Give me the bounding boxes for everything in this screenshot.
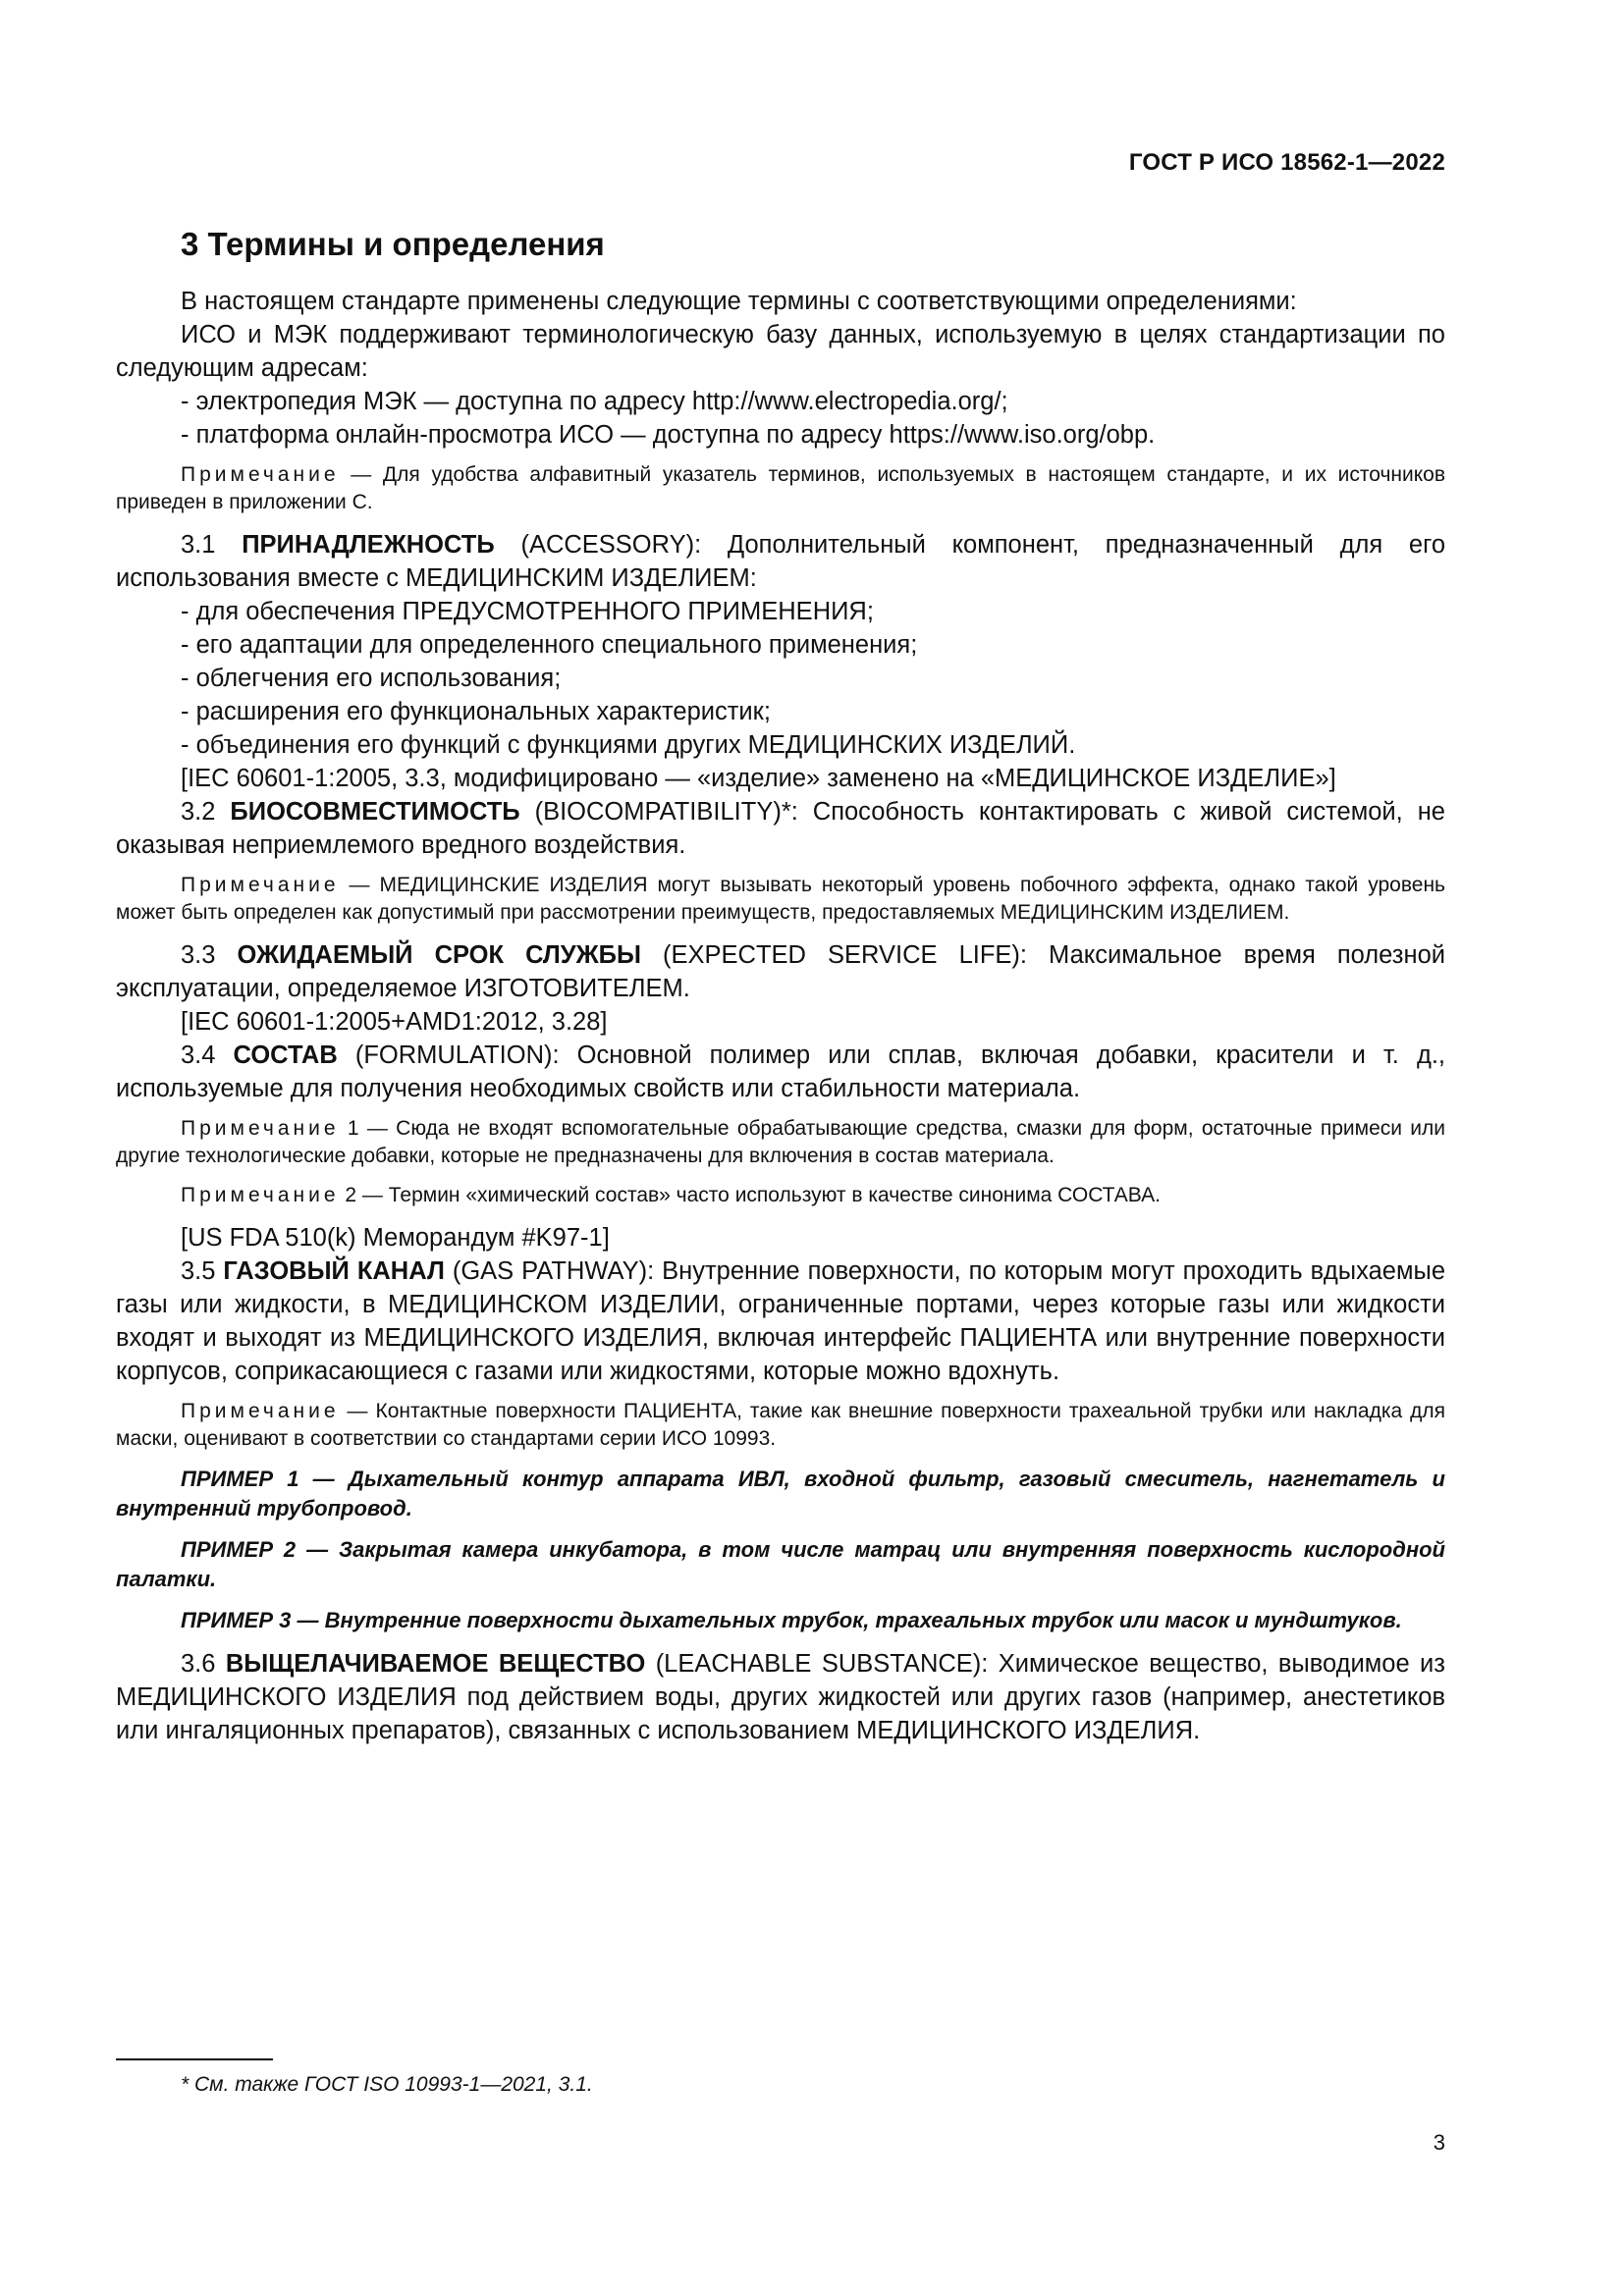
intro-line: В настоящем стандарте применены следующие термины с соответствующими определениями:: [181, 288, 1297, 315]
example-1: ПРИМЕР 1 — Дыхательный контур аппарата ИВЛ, входной фильтр, газовый смеситель, нагнетатель и внутренний трубопровод.: [116, 1467, 1445, 1521]
term-definition: (FORMULATION): Основной полимер или сплав, включая добавки, красители и т. д., используемые для получения необходимых свойств или стабильности материала.: [116, 1041, 1445, 1102]
note-text: 2 — Термин «химический состав» часто используют в качестве синонима СОСТАВА.: [339, 1184, 1161, 1206]
term-3-4: 3.4 СОСТАВ (FORMULATION): Основной полимер или сплав, включая добавки, красители и т. д., используемые для получения необходимых свойств или стабильности материала.: [116, 1041, 1445, 1102]
term-name: ВЫЩЕЛАЧИВАЕМОЕ ВЕЩЕСТВО: [225, 1650, 646, 1678]
note-label: Примечание: [181, 874, 340, 896]
term-name: СОСТАВ: [233, 1041, 338, 1069]
example-2: ПРИМЕР 2 — Закрытая камера инкубатора, в том числе матрац или внутренняя поверхность кислородной палатки.: [116, 1537, 1445, 1591]
term-3-5: 3.5 ГАЗОВЫЙ КАНАЛ (GAS PATHWAY): Внутренние поверхности, по которым могут проходить вдыхаемые газы или жидкости, в МЕДИЦИНСКОМ ИЗДЕЛИИ, ограниченные портами, через которые газы или жидкости входят и выходят из МЕДИЦИНСКОГО ИЗДЕЛИЯ, включая интерфейс ПАЦИЕНТА или внутренние поверхности корпусов, соприкасающиеся с газами или жидкостями, которые можно вдохнуть.: [116, 1257, 1446, 1385]
term-3-3-source: [IEC 60601-1:2005+AMD1:2012, 3.28]: [181, 1008, 608, 1036]
term-3-6: 3.6 ВЫЩЕЛАЧИВАЕМОЕ ВЕЩЕСТВО (LEACHABLE SUBSTANCE): Химическое вещество, выводимое из МЕДИЦИНСКОГО ИЗДЕЛИЯ под действием воды, других жидкостей или других газов (например, анестетиков или ингаляционных препаратов), связанных с использованием МЕДИЦИНСКОГО ИЗДЕЛИЯ.: [116, 1650, 1445, 1744]
document-code-header: ГОСТ Р ИСО 18562-1—2022: [1128, 149, 1445, 176]
note-label: Примечание: [181, 1184, 340, 1206]
page-number: 3: [1433, 2130, 1445, 2155]
list-item: - платформа онлайн-просмотра ИСО — доступна по адресу https://www.iso.org/obp.: [181, 421, 1156, 449]
note-text: — МЕДИЦИНСКИЕ ИЗДЕЛИЯ могут вызывать некоторый уровень побочного эффекта, однако такой уровень может быть определен как допустимый при рассмотрении преимуществ, предоставляемых МЕДИЦИНСКИМ ИЗДЕЛИЕМ.: [116, 874, 1445, 924]
term-3-4-note-2: [116, 1182, 1445, 1209]
list-item: - объединения его функций с функциями других МЕДИЦИНСКИХ ИЗДЕЛИЙ.: [181, 731, 1076, 759]
section-title: 3 Термины и определения: [181, 226, 605, 262]
term-3-3: 3.3 ОЖИДАЕМЫЙ СРОК СЛУЖБЫ (EXPECTED SERVICE LIFE): Максимальное время полезной эксплуатации, определяемое ИЗГОТОВИТЕЛЕМ.: [116, 941, 1446, 1002]
intro-bullet-list: [116, 385, 1445, 452]
list-item: - расширения его функциональных характеристик;: [181, 698, 771, 725]
example-3: ПРИМЕР 3 — Внутренние поверхности дыхательных трубок, трахеальных трубок или масок и мундштуков.: [181, 1608, 1402, 1632]
term-name: ГАЗОВЫЙ КАНАЛ: [223, 1257, 445, 1285]
note-text: — Для удобства алфавитный указатель терминов, используемых в настоящем стандарте, и их источников приведен в приложении С.: [116, 463, 1445, 513]
term-name: БИОСОВМЕСТИМОСТЬ: [230, 798, 520, 826]
term-name: ОЖИДАЕМЫЙ СРОК СЛУЖБЫ: [237, 941, 641, 969]
term-definition: (BIOCOMPATIBILITY)*: Способность контактировать с живой системой, не оказывая неприемлемого вредного воздействия.: [116, 798, 1445, 859]
term-definition: (EXPECTED SERVICE LIFE): Максимальное время полезной эксплуатации, определяемое ИЗГОТОВИТЕЛЕМ.: [116, 941, 1446, 1002]
list-item: - его адаптации для определенного специального применения;: [181, 631, 918, 659]
section-content: [116, 285, 1445, 1747]
term-3-5-note: [116, 1398, 1445, 1453]
intro-note: [116, 461, 1445, 516]
list-item: - для обеспечения ПРЕДУСМОТРЕННОГО ПРИМЕНЕНИЯ;: [181, 598, 874, 625]
term-definition: (GAS PATHWAY): Внутренние поверхности, по которым могут проходить вдыхаемые газы или жидкости, в МЕДИЦИНСКОМ ИЗДЕЛИИ, ограниченные портами, через которые газы или жидкости входят и выходят из МЕДИЦИНСКОГО ИЗДЕЛИЯ, включая интерфейс ПАЦИЕНТА или внутренние поверхности корпусов, соприкасающиеся с газами или жидкостями, которые можно вдохнуть.: [116, 1257, 1446, 1385]
note-text: 1 — Сюда не входят вспомогательные обрабатывающие средства, смазки для форм, остаточные примеси или другие технологические добавки, которые не предназначены для включения в состав материала.: [116, 1117, 1445, 1167]
footnote: * См. также ГОСТ ISO 10993-1—2021, 3.1.: [181, 2073, 593, 2096]
term-3-4-note-1: [116, 1115, 1445, 1170]
term-definition: (LEACHABLE SUBSTANCE): Химическое вещество, выводимое из МЕДИЦИНСКОГО ИЗДЕЛИЯ под действием воды, других жидкостей или других газов (например, анестетиков или ингаляционных препаратов), связанных с использованием МЕДИЦИНСКОГО ИЗДЕЛИЯ.: [116, 1650, 1445, 1744]
footnote-divider: [116, 2058, 273, 2060]
term-3-1-bullet-list: [116, 595, 1445, 762]
list-item: - электропедия МЭК — доступна по адресу http://www.electropedia.org/;: [181, 388, 1008, 415]
term-3-2: 3.2 БИОСОВМЕСТИМОСТЬ (BIOCOMPATIBILITY)*: Способность контактировать с живой системой, не оказывая неприемлемого вредного воздействия.: [116, 798, 1445, 859]
term-3-1: 3.1 ПРИНАДЛЕЖНОСТЬ (ACCESSORY): Дополнительный компонент, предназначенный для его использования вместе с МЕДИЦИНСКИМ ИЗДЕЛИЕМ:: [116, 531, 1445, 592]
term-name: ПРИНАДЛЕЖНОСТЬ: [242, 531, 495, 559]
term-3-1-source: [IEC 60601-1:2005, 3.3, модифицировано — «изделие» заменено на «МЕДИЦИНСКОЕ ИЗДЕЛИЕ»]: [181, 765, 1336, 792]
note-label: Примечание: [181, 1400, 340, 1422]
note-label: Примечание: [181, 463, 340, 486]
term-3-2-note: [116, 872, 1445, 927]
list-item: - облегчения его использования;: [181, 665, 562, 692]
term-definition: (ACCESSORY): Дополнительный компонент, предназначенный для его использования вместе с МЕДИЦИНСКИМ ИЗДЕЛИЕМ:: [116, 531, 1445, 592]
intro-termbase-line: ИСО и МЭК поддерживают терминологическую базу данных, используемую в целях стандартизации по следующим адресам:: [116, 321, 1445, 382]
term-3-4-source: [US FDA 510(k) Меморандум #K97-1]: [181, 1224, 610, 1252]
note-label: Примечание: [181, 1117, 340, 1140]
note-text: — Контактные поверхности ПАЦИЕНТА, такие как внешние поверхности трахеальной трубки или накладка для маски, оценивают в соответствии со стандартами серии ИСО 10993.: [116, 1400, 1445, 1450]
